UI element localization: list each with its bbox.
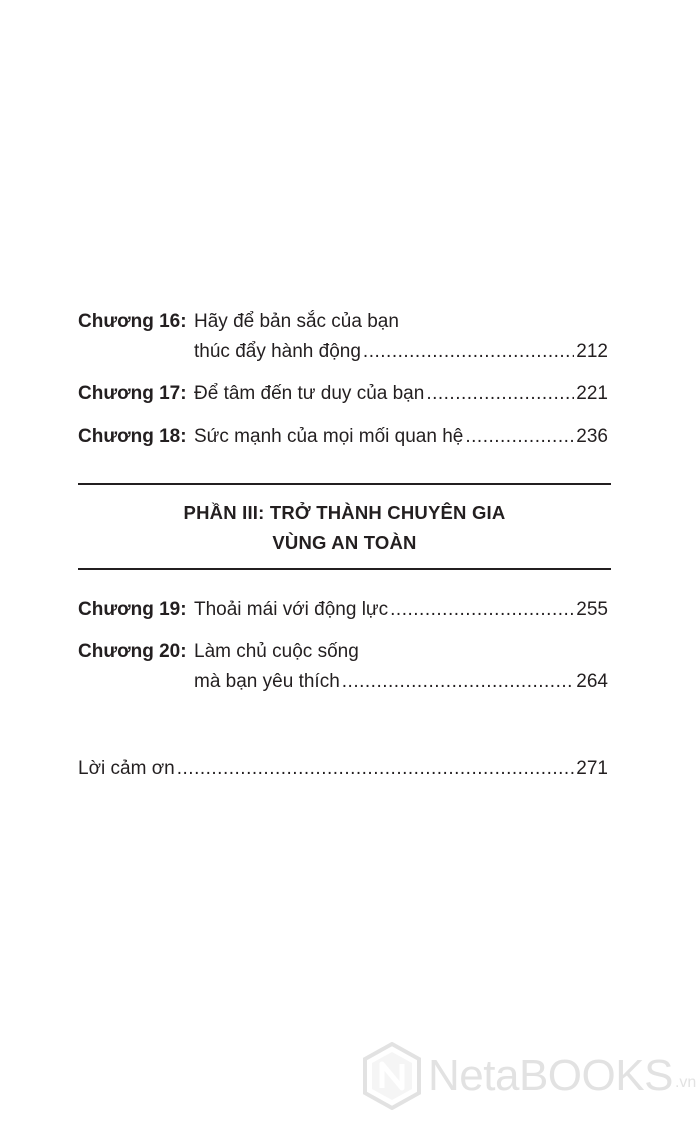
- watermark-suffix: .vn: [674, 1074, 697, 1091]
- dot-leader: [465, 422, 574, 452]
- page-number: 264: [576, 671, 608, 692]
- page-number: 221: [576, 383, 608, 404]
- chapter-title-line2: mà bạn yêu thích: [194, 671, 340, 692]
- chapter-label: Chương 20:: [78, 641, 187, 662]
- toc-entry-chapter-19[interactable]: [78, 595, 608, 625]
- chapter-label: Chương 16:: [78, 311, 187, 332]
- dot-leader: [177, 754, 575, 784]
- chapter-title: Thoải mái với động lực: [194, 599, 389, 620]
- part-heading-line1: PHẦN III: TRỞ THÀNH CHUYÊN GIA: [183, 502, 506, 523]
- chapter-label: Chương 19:: [78, 599, 187, 620]
- part-top-rule: [78, 483, 611, 485]
- page-number: 271: [576, 758, 608, 779]
- netabooks-watermark: [362, 1040, 697, 1112]
- watermark-brand: NetaBOOKS: [428, 1051, 673, 1100]
- chapter-title: Để tâm đến tư duy của bạn: [194, 383, 425, 404]
- part-bottom-rule: [78, 568, 611, 570]
- toc-entry-chapter-18[interactable]: [78, 422, 608, 452]
- chapter-label: Chương 18:: [78, 426, 187, 447]
- chapter-label: Chương 17:: [78, 383, 187, 404]
- chapter-title-line1: Làm chủ cuộc sống: [194, 641, 359, 662]
- page-number: 212: [576, 341, 608, 362]
- dot-leader: [342, 667, 575, 697]
- page-number: 236: [576, 426, 608, 447]
- chapter-title: Sức mạnh của mọi mối quan hệ: [194, 426, 464, 447]
- dot-leader: [363, 337, 574, 367]
- chapter-title-line1: Hãy để bản sắc của bạn: [194, 311, 399, 332]
- toc-entry-chapter-20[interactable]: [78, 637, 608, 697]
- section-title: Lời cảm ơn: [78, 758, 175, 779]
- page-number: 255: [576, 599, 608, 620]
- part-heading-line2: VÙNG AN TOÀN: [272, 532, 417, 553]
- toc-entry-acknowledgements[interactable]: [78, 754, 608, 784]
- dot-leader: [426, 379, 574, 409]
- chapter-title-line2: thúc đẩy hành động: [194, 341, 361, 362]
- toc-entry-chapter-16[interactable]: [78, 307, 608, 367]
- dot-leader: [390, 595, 574, 625]
- part-heading[interactable]: [78, 498, 611, 558]
- netabooks-logo-icon: [362, 1042, 422, 1110]
- toc-entry-chapter-17[interactable]: [78, 379, 608, 409]
